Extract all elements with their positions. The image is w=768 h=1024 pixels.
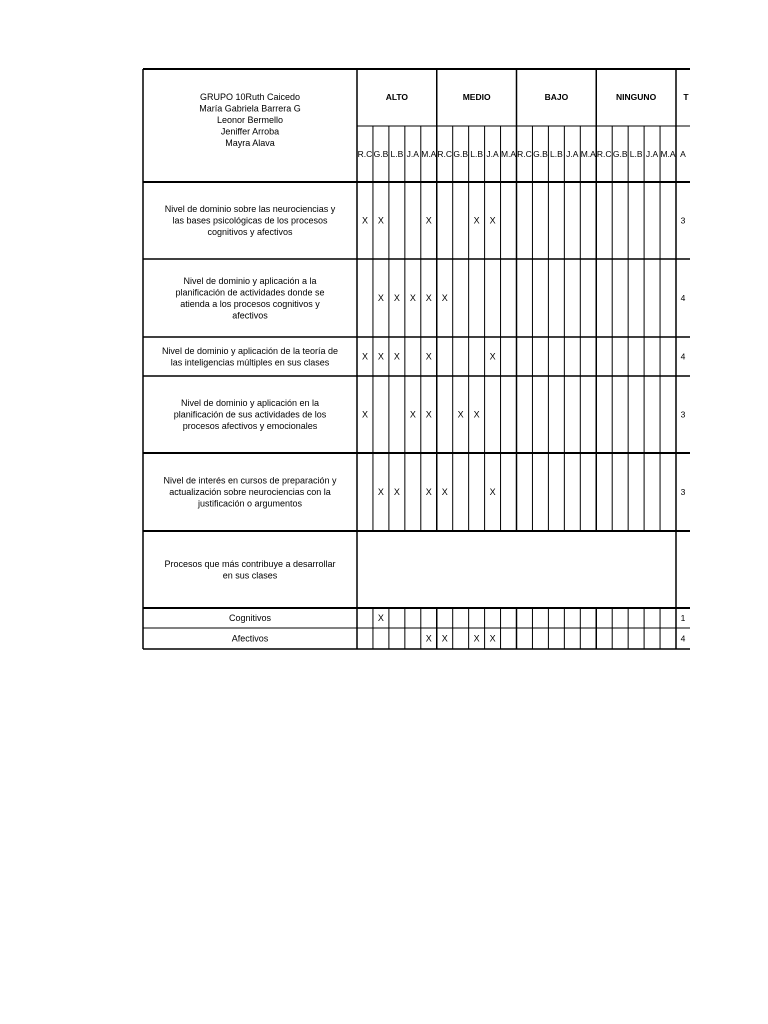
group-names-line: GRUPO 10Ruth Caicedo (199, 92, 301, 102)
process-question-line: Procesos que más contribuye a desarrollar (164, 558, 336, 569)
group-names-line: María Gabriela Barrera G (199, 103, 301, 114)
answer-mark: X (489, 215, 496, 226)
member-header: M.A (660, 149, 676, 159)
question-text-line: Nivel de dominio y aplicación a la (183, 275, 317, 286)
question-text-line: cognitivos y afectivos (207, 227, 293, 237)
member-header: L.B (390, 149, 404, 159)
question-text-line: justificación o argumentos (197, 498, 303, 509)
member-header: R.C (517, 149, 532, 159)
answer-mark: X (377, 293, 384, 303)
process-label: Cognitivos (228, 613, 272, 623)
question-text-line: afectivos (232, 310, 268, 321)
answer-mark: X (473, 215, 480, 226)
group-names-line: Leonor Bermello (216, 115, 284, 125)
member-header: J.A (645, 149, 659, 159)
question-text-line: Nivel de interés en cursos de preparación y (163, 475, 337, 486)
member-header: G.B (612, 149, 628, 159)
answer-mark: X (457, 409, 464, 420)
question-text-line: planificación de sus actividades de los (173, 409, 327, 420)
member-header: G.B (533, 149, 548, 159)
table-cells (162, 92, 689, 644)
row-total: 4 (680, 293, 686, 303)
member-header: G.B (373, 149, 389, 159)
question-text-line: actualización sobre neurociencias con la (169, 487, 331, 497)
level-header-medio: MEDIO (462, 92, 491, 102)
member-header: M.A (500, 149, 517, 159)
answer-mark: X (377, 351, 384, 362)
member-header: J.A (486, 149, 499, 159)
answer-mark: X (441, 487, 448, 497)
member-header: J.A (406, 149, 419, 159)
answer-mark: X (377, 487, 384, 497)
member-header: J.A (566, 149, 579, 159)
answer-mark: X (425, 293, 432, 303)
member-header: M.A (421, 149, 437, 159)
question-text-line: planificación de actividades donde se (175, 287, 325, 298)
answer-mark: X (441, 633, 448, 644)
answer-mark: X (393, 293, 400, 303)
answer-mark: X (409, 409, 416, 420)
group-names-line: Mayra Alava (225, 138, 275, 148)
question-text-line: Nivel de dominio sobre las neurociencias y (164, 204, 336, 214)
question-text-line: Nivel de dominio y aplicación de la teoría de (161, 345, 339, 356)
answer-mark: X (393, 487, 400, 497)
question-text-line: las bases psicológicas de los procesos (172, 215, 328, 226)
answer-mark: X (361, 215, 368, 226)
question-text-line: procesos afectivos y emocionales (182, 421, 318, 431)
answer-mark: X (473, 409, 480, 420)
member-header: M.A (580, 149, 596, 159)
member-header: R.C (596, 149, 612, 159)
answer-mark: X (393, 351, 400, 362)
answer-mark: X (425, 487, 432, 497)
member-header: R.C (437, 149, 453, 159)
total-header: T (683, 92, 689, 102)
question-text-line: Nivel de dominio y aplicación en la (180, 398, 320, 408)
level-header-alto: ALTO (385, 92, 409, 102)
process-total: 4 (680, 633, 686, 644)
answer-mark: X (489, 487, 496, 497)
row-total: 3 (680, 215, 686, 226)
answer-mark: X (425, 633, 432, 644)
row-total: 4 (680, 351, 686, 362)
process-question-line: en sus clases (222, 570, 278, 581)
row-total: 3 (680, 487, 686, 497)
process-label: Afectivos (231, 633, 269, 644)
answer-mark: X (489, 633, 496, 644)
member-header: R.C (357, 149, 373, 159)
answer-mark: X (489, 351, 496, 362)
member-header: L.B (629, 149, 643, 159)
member-header: L.B (549, 149, 563, 159)
member-header: L.B (470, 149, 484, 159)
member-header: G.B (453, 149, 469, 159)
group-names-line: Jeniffer Arroba (220, 126, 280, 137)
question-text-line: las inteligencias múltiples en sus clases (170, 357, 330, 368)
question-text-line: atienda a los procesos cognitivos y (180, 298, 320, 309)
answer-mark: X (361, 351, 368, 362)
answer-mark: X (473, 633, 480, 644)
answer-mark: X (425, 351, 432, 362)
row-total: 3 (680, 409, 686, 420)
answer-mark: X (377, 613, 384, 623)
answer-mark: X (361, 409, 368, 420)
total-subheader: A (680, 149, 686, 159)
answer-mark: X (425, 215, 432, 226)
answer-mark: X (441, 293, 448, 303)
process-total: 1 (680, 613, 686, 623)
level-header-ninguno: NINGUNO (616, 92, 657, 102)
answer-mark: X (409, 293, 416, 303)
answer-mark: X (377, 215, 384, 226)
answer-mark: X (425, 409, 432, 420)
level-header-bajo: BAJO (544, 92, 569, 102)
